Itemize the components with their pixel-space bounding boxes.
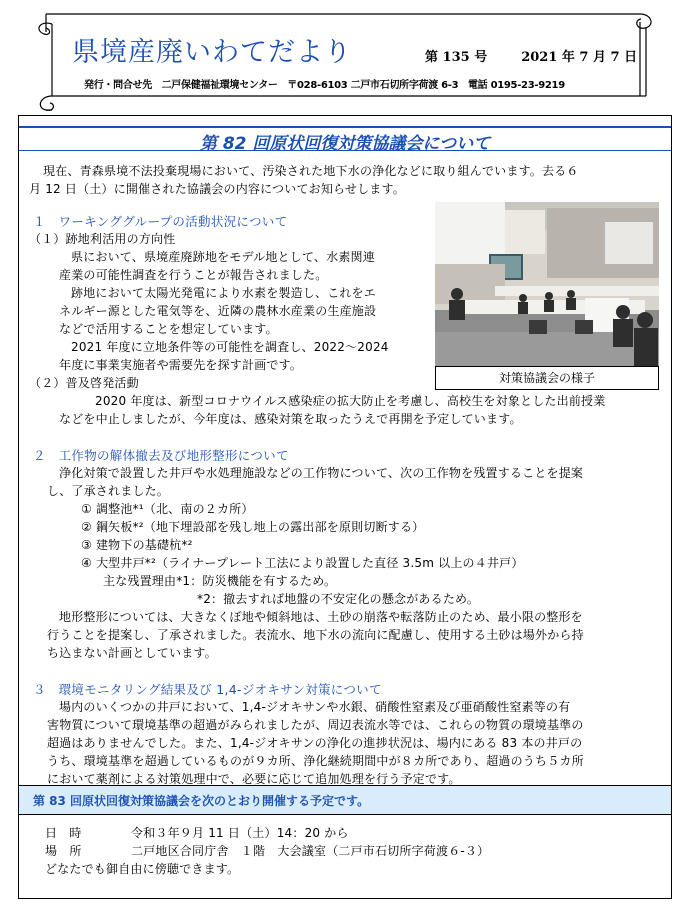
list-item: ③ 建物下の基礎杭*²	[81, 538, 193, 552]
paragraph-line: ネルギー源とした電気等を、近隣の農林水産業の生産施設	[59, 304, 377, 318]
paragraph-line: 2020 年度は、新型コロナウイルス感染症の拡大防止を考慮し、高校生を対象とした出前授業	[95, 394, 606, 408]
headline-rule-top	[19, 126, 671, 128]
date-label: 日 時	[45, 826, 82, 840]
paragraph-line: ち込まない計画としています。	[47, 646, 217, 660]
next-meeting-box	[18, 785, 672, 899]
paragraph-line: 超過はありませんでした。また、1,4-ジオキサンの浄化の進捗状況は、場内にある 83 本の井戸の	[47, 736, 583, 750]
paragraph-line: などを中止しましたが、今年度は、感染対策を取ったうえで再開を予定しています。	[59, 412, 522, 426]
issue-number: 第 135 号	[425, 50, 488, 65]
paragraph-line: 2021 年度に立地条件等の可能性を調査し、2022～2024	[71, 340, 389, 354]
issue-info	[425, 46, 637, 65]
paragraph-line: し、了承されました。	[47, 484, 170, 498]
issue-date: 2021 年 7 月 7 日	[521, 50, 638, 65]
place-label: 場 所	[45, 844, 82, 858]
paragraph-line: 行うことを提案し、了承されました。表流水、地下水の流向に配慮し、使用する土砂は場外から持	[47, 628, 584, 642]
next-meeting-title: 第 83 回原状回復対策協議会を次のとおり開催する予定です。	[33, 794, 370, 808]
reason-line: *2：撤去すれば地盤の不安定化の懸念があるため。	[197, 592, 479, 606]
list-item: ④ 大型井戸*²（ライナープレート工法により設置した直径 3.5m 以上の４井戸）	[81, 556, 524, 570]
subsection-title: （１）跡地利活用の方向性	[29, 232, 176, 246]
publisher-info: 発行・問合せ先 二戸保健福祉環境センター 〒028-6103 二戸市石切所字荷渡 6-3 電話 0195-23-9219	[84, 80, 565, 91]
paragraph-line: 害物質について環境基準の超過がみられましたが、周辺表流水等では、これらの物質の環境基準の	[47, 718, 584, 732]
section-2-title: ２ 工作物の解体撤去及び地形整形について	[33, 448, 289, 463]
paragraph-line: 浄化対策で設置した井戸や水処理施設などの工作物について、次の工作物を残置することを提案	[59, 466, 584, 480]
reason-line: 主な残置理由*1：防災機能を有するため。	[103, 574, 337, 588]
meeting-photo-illustration	[435, 202, 659, 366]
intro-line: 月 12 日（土）に開催された協議会の内容についてお知らせします。	[29, 182, 405, 196]
place-value: 二戸地区合同庁舎 １階 大会議室（二戸市石切所字荷渡６-３）	[131, 844, 490, 858]
list-item: ① 調整池*¹（北、南の２カ所）	[81, 502, 254, 516]
paragraph-line: 跡地において太陽光発電により水素を製造し、これをエ	[71, 286, 377, 300]
section-3-title: ３ 環境モニタリング結果及び 1,4-ジオキサン対策について	[33, 682, 382, 697]
photo-caption: 対策協議会の様子	[435, 366, 659, 390]
public-note: どなたでも御自由に傍聴できます。	[45, 862, 240, 876]
paragraph-line: 産業の可能性調査を行うことが報告されました。	[59, 268, 328, 282]
paragraph-line: において薬剤による対策処理中で、必要に応じて追加処理を行う予定です。	[47, 772, 461, 786]
date-value: 令和３年９月 11 日（土）14：20 から	[131, 826, 349, 840]
paragraph-line: 県において、県境産廃跡地をモデル地として、水素関連	[71, 250, 375, 264]
article-headline-bar	[19, 116, 671, 156]
meeting-photo	[435, 202, 659, 366]
paragraph-line: 年度に事業実施者や需要先を探す計画です。	[59, 358, 303, 372]
next-meeting-header	[19, 786, 671, 815]
article-frame	[18, 115, 672, 793]
newsletter-title: 県境産廃いわてだより	[72, 37, 352, 68]
list-item: ② 鋼矢板*²（地下埋設部を残し地上の露出部を原則切断する）	[81, 520, 425, 534]
subsection-title: （２）普及啓発活動	[29, 376, 139, 390]
paragraph-line: 場内のいくつかの井戸において、1,4-ジオキサンや水銀、硝酸性窒素及び亜硝酸性窒素等の有	[59, 700, 571, 714]
article-headline: 第 82 回原状回復対策協議会について	[199, 134, 491, 154]
paragraph-line: などで活用することを想定しています。	[59, 322, 278, 336]
paragraph-line: うち、環境基準を超過しているものが９カ所、浄化継続期間中が８カ所であり、超過のうち５カ所	[47, 754, 584, 768]
section-1-title: １ ワーキンググループの活動状況について	[33, 214, 288, 229]
intro-line: 現在、青森県境不法投棄現場において、汚染された地下水の浄化などに取り組んでいます。去る６	[43, 164, 579, 178]
masthead-banner	[0, 0, 690, 120]
paragraph-line: 地形整形については、大きなくぼ地や傾斜地は、土砂の崩落や転落防止のため、最小限の整形を	[59, 610, 583, 624]
